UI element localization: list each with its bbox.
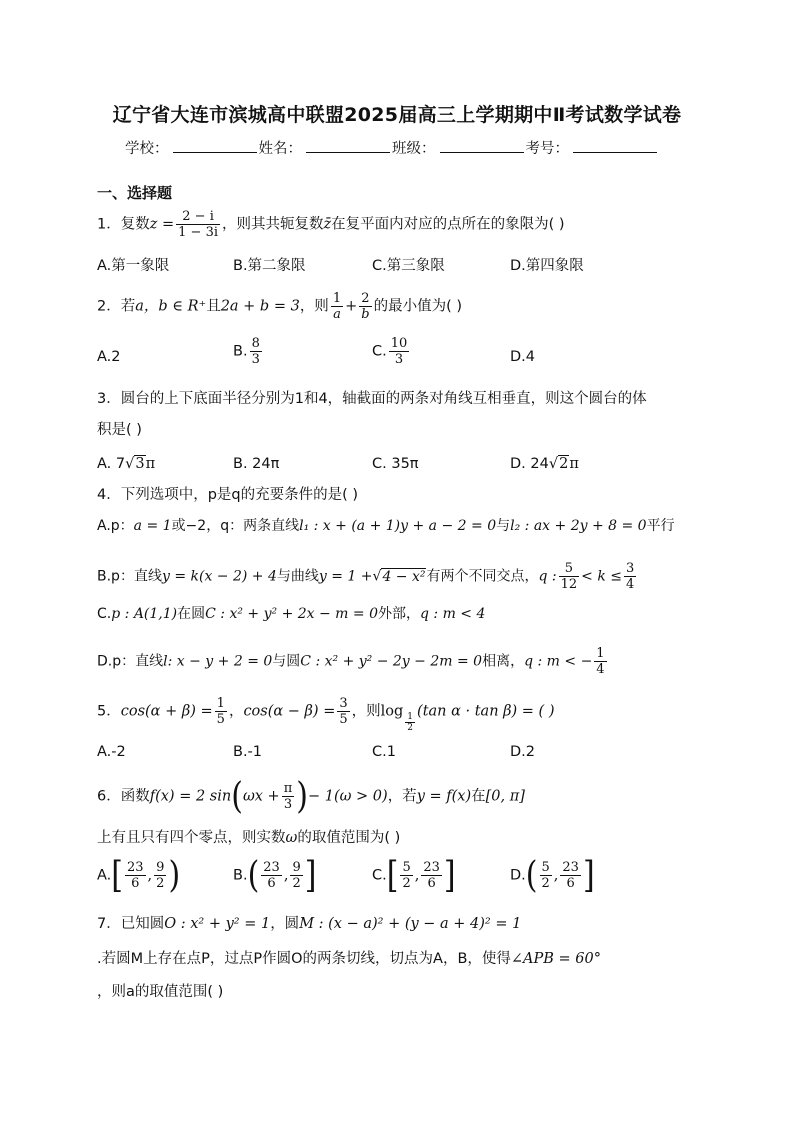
q1-option-c[interactable]: C.第三象限 xyxy=(372,258,445,274)
section-title: 一、选择题 xyxy=(97,184,173,202)
q5-option-c[interactable]: C.1 xyxy=(372,744,396,760)
number-label: 考号： xyxy=(525,141,569,157)
q3-option-b[interactable]: B. 24π xyxy=(233,456,280,472)
question-6-line-2: 上有且只有四个零点，则实数ω的取值范围为( ) xyxy=(97,830,401,846)
question-3-line-2: 积是( ) xyxy=(97,422,142,438)
student-info-row xyxy=(125,137,659,158)
q5-option-d[interactable]: D.2 xyxy=(510,744,535,760)
q2-option-c[interactable]: C. $\frac{10}{3}$ xyxy=(372,336,408,367)
q5-option-a[interactable]: A.-2 xyxy=(97,744,126,760)
q4-option-a[interactable]: A.p：a = 1或−2，q：两条直线l₁ : x + (a + 1)y + a − 2 = 0与l₂ : ax + 2y + 8 = 0平行 xyxy=(97,518,675,534)
q4-option-b[interactable]: B.p：直线y = k(x − 2) + 4与曲线y = 1 +√4 − x²有两个不同交点，q : $\frac{5}{12}$ < k ≤ $\frac{3}{4}$ xyxy=(97,561,635,592)
class-blank[interactable] xyxy=(440,138,524,153)
number-blank[interactable] xyxy=(573,138,657,153)
q3-option-d[interactable]: D. 24√2π xyxy=(510,456,579,472)
question-1-stem: 1．复数z = $\frac{2 - i}{1 - 3i}$ ，则其共轭复数z̄在复平面内对应的点所在的象限为( ) xyxy=(97,209,565,240)
q2-option-a[interactable]: A.2 xyxy=(97,349,121,365)
question-3-line-1: 3．圆台的上下底面半径分别为1和4，轴截面的两条对角线互相垂直，则这个圆台的体 xyxy=(97,391,647,407)
q1-option-d[interactable]: D.第四象限 xyxy=(510,258,584,274)
school-label: 学校： xyxy=(125,141,169,157)
q6-option-b[interactable]: B.( $\frac{23}{6}$ , $\frac{9}{2}$ ] xyxy=(233,853,317,896)
q4-option-d[interactable]: D.p：直线l: x − y + 2 = 0与圆C : x² + y² − 2y − 2m = 0相离，q : m < − $\frac{1}{4}$ xyxy=(97,646,605,677)
q6-option-d[interactable]: D.( $\frac{5}{2}$ , $\frac{23}{6}$ ] xyxy=(510,853,595,896)
question-2-stem: 2．若a，b ∈ R⁺且2a + b = 3，则 $\frac{1}{a}$ + $\frac{2}{b}$ 的最小值为( ) xyxy=(97,291,463,322)
question-4-stem: 4．下列选项中，p是q的充要条件的是( ) xyxy=(97,487,359,503)
q6-option-a[interactable]: A.[ $\frac{23}{6}$ , $\frac{9}{2}$ ) xyxy=(97,853,181,896)
q4-option-c[interactable]: C.p : A(1,1)在圆C : x² + y² + 2x − m = 0外部，q : m < 4 xyxy=(97,606,486,622)
question-5-stem: 5．cos(α + β) = $\frac{1}{5}$ ，cos(α − β) = $\frac{3}{5}$ ，则log $\frac{1}{2}$ (tan α · tan β) = ( ) xyxy=(97,696,555,733)
class-label: 班级： xyxy=(392,141,436,157)
q1-option-a[interactable]: A.第一象限 xyxy=(97,258,170,274)
q5-option-b[interactable]: B.-1 xyxy=(233,744,263,760)
page-title: 辽宁省大连市滨城高中联盟2025届高三上学期期中Ⅱ考试数学试卷 xyxy=(112,104,682,126)
question-6-stem: 6．函数f(x) = 2 sin(ωx + $\frac{\pi}{3}$ )− 1(ω > 0)，若y = f(x)在[0, π] xyxy=(97,774,525,817)
question-7-line-2: .若圆M上存在点P，过点P作圆O的两条切线，切点为A，B，使得∠APB = 60° xyxy=(97,951,601,967)
q2-option-d[interactable]: D.4 xyxy=(510,349,535,365)
question-7-line-3: ，则a的取值范围( ) xyxy=(97,984,224,1000)
q3-option-a[interactable]: A. 7√3π xyxy=(97,456,156,472)
q2-option-b[interactable]: B. $\frac{8}{3}$ xyxy=(233,336,260,367)
q1-fraction: $\frac{2 - i}{1 - 3i}$ xyxy=(178,209,218,240)
name-blank[interactable] xyxy=(306,138,390,153)
q3-option-c[interactable]: C. 35π xyxy=(372,456,419,472)
name-label: 姓名： xyxy=(258,141,302,157)
question-7-stem: 7．已知圆O : x² + y² = 1，圆M : (x − a)² + (y − a + 4)² = 1 xyxy=(97,916,522,932)
q6-option-c[interactable]: C.[ $\frac{5}{2}$ , $\frac{23}{6}$ ] xyxy=(372,853,456,896)
q1-option-b[interactable]: B.第二象限 xyxy=(233,258,306,274)
school-blank[interactable] xyxy=(173,138,257,153)
